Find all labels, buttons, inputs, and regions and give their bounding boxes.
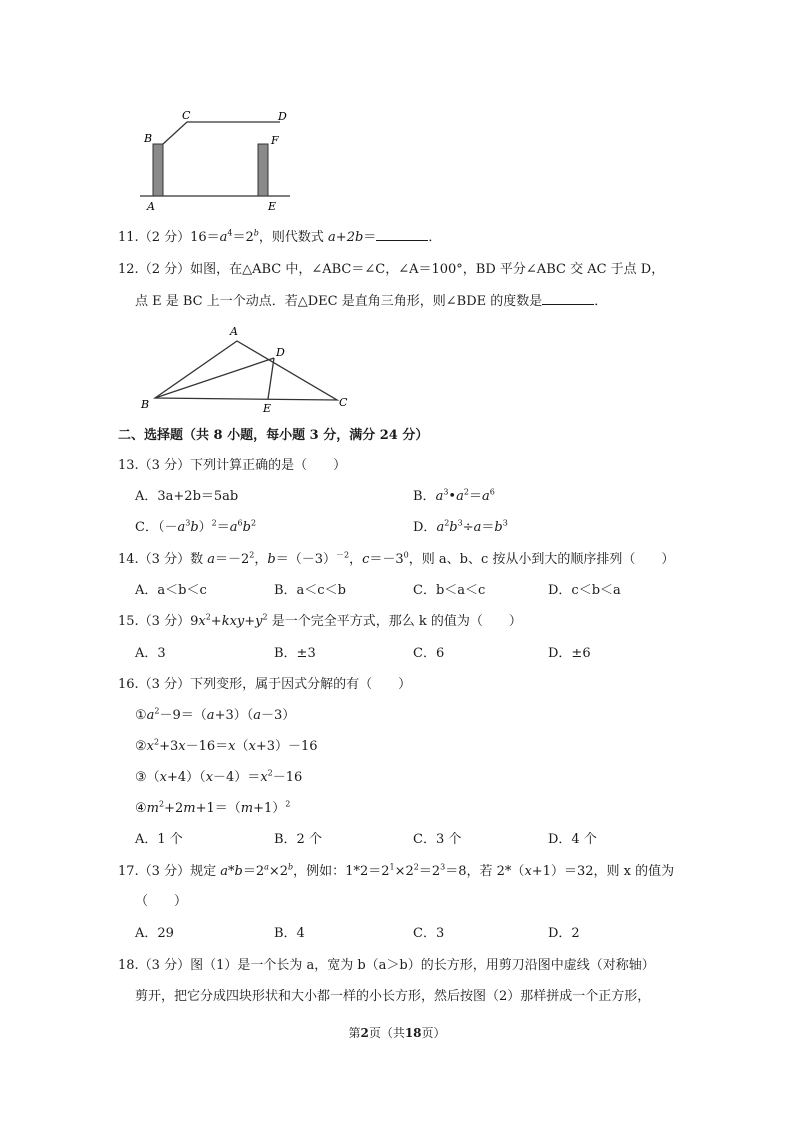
q13-option-b[interactable]: B．$a^3•a^2=a^6$ (413, 487, 495, 504)
question-16: 16.（3 分）下列变形，属于因式分解的有（ ） (118, 677, 412, 692)
q13-d-label: D． (413, 520, 437, 535)
fig1-label-b: B (144, 132, 153, 145)
q16-option-c[interactable]: C．3 个 (413, 832, 462, 847)
question-13: 13.（3 分）下列计算正确的是（ ） (118, 458, 347, 473)
question-18-line1: 18.（3 分）图（1）是一个长为 a，宽为 b（a＞b）的长方形，用剪刀沿图中虚线（对称轴） (118, 958, 655, 973)
q17-option-d[interactable]: D．2 (548, 926, 580, 941)
answer-blank[interactable] (542, 292, 594, 305)
q16-item-2: $②x^2+3x-16=x(x+3)-16$ (135, 737, 318, 754)
figure-pillars (130, 100, 300, 215)
q14-option-c[interactable]: C．b＜a＜c (413, 583, 486, 598)
q11-text-after: ，则代数式 (258, 230, 329, 245)
footer-pre: 第 (348, 1026, 361, 1040)
q15-option-b[interactable]: B．±3 (274, 646, 316, 661)
fig2-label-b: B (141, 398, 150, 411)
fig2-label-c: C (339, 396, 348, 409)
q16-marker-4: ④ (135, 801, 147, 816)
q15-stem-pre: 15.（3 分） (118, 614, 191, 629)
q17-stem-mid: ，例如： (293, 864, 346, 879)
q11-expr: a+2b (328, 230, 364, 245)
fig2-label-d: D (276, 346, 285, 359)
q11-eq2: ＝ (363, 230, 377, 245)
q17-option-c[interactable]: C．3 (413, 926, 445, 941)
question-11: 11.（2 分）$16=a^4=2^b$，则代数式 a+2b＝ ． (118, 228, 442, 245)
fig1-label-c: C (182, 109, 191, 122)
q13-c-label: C． (135, 520, 158, 535)
footer-post: 页） (421, 1026, 446, 1040)
section-heading: 二、选择题（共 8 小题，每小题 3 分，满分 24 分） (118, 428, 429, 443)
q11-score: （2 分） (138, 230, 191, 245)
question-12-line2: 点 E 是 BC 上一个动点．若△DEC 是直角三角形，则∠BDE 的度数是 ． (135, 294, 608, 309)
q16-marker-2: ② (135, 739, 147, 754)
question-18-line2: 剪开，把它分成四块形状和大小都一样的小长方形，然后按图（2）那样拼成一个正方形， (135, 989, 651, 1004)
page-footer (0, 1024, 794, 1041)
q11-var-a: a (219, 230, 228, 245)
q16-item-4: $④m^2+2m+1=(m+1)^2$ (135, 799, 291, 816)
fig1-label-d: D (278, 110, 287, 123)
footer-page-number: 2 (360, 1026, 369, 1040)
q11-text: 16＝ (190, 230, 220, 245)
q17-stem-post: ，则 x 的值为 (593, 864, 675, 879)
q11-number: 11. (118, 230, 139, 245)
question-14: 14.（3 分）数 $a=-2^2$，$b=(-3)^{-2}$，$c=-3^0$，则 a、b、c 按从小到大的顺序排列（ ） (118, 550, 675, 567)
footer-total-pages: 18 (404, 1026, 422, 1040)
q16-item-1: $①a^2-9=(a+3)(a-3)$ (135, 706, 296, 723)
q11-exp: 4 (227, 228, 233, 238)
question-15: 15.（3 分）$9x^2+kxy+y^2$ 是一个完全平方式，那么 k 的值为（ ） (118, 612, 522, 629)
question-12-line1 (118, 260, 664, 280)
q14-option-a[interactable]: A．a＜b＜c (135, 583, 207, 598)
q17-option-b[interactable]: B．4 (274, 926, 305, 941)
q17-stem-pre: 17.（3 分）规定 (118, 864, 221, 879)
q16-option-d[interactable]: D．4 个 (548, 832, 597, 847)
q12-text-1: 如图，在△ABC 中，∠ABC＝∠C，∠A＝100°，BD 平分∠ABC 交 AC 于点 D， (190, 262, 665, 277)
q13-option-c[interactable]: C．$(-a^3b)^2=a^6b^2$ (135, 518, 257, 535)
fig1-label-f: F (271, 134, 279, 147)
q12-text-2: 点 E 是 BC 上一个动点．若△DEC 是直角三角形，则∠BDE 的度数是 (135, 294, 543, 309)
answer-blank[interactable] (376, 228, 428, 241)
q15-option-a[interactable]: A．3 (135, 646, 166, 661)
q16-marker-3: ③ (135, 770, 147, 785)
q17-paren: （ ） (135, 894, 188, 909)
question-17: 17.（3 分）规定 $a*b=2^a\times 2^b$，例如：$1*2=2^1\times 2^2=2^3=8$，若 2*（x+1）＝32，则 x 的值为 (118, 862, 675, 879)
q16-option-b[interactable]: B．2 个 (274, 832, 322, 847)
q15-option-c[interactable]: C．6 (413, 646, 445, 661)
q14-stem-post: ，则 a、b、c 按从小到大的顺序排列（ ） (408, 552, 675, 567)
q13-b-label: B． (413, 489, 436, 504)
q17-option-a[interactable]: A．29 (135, 926, 174, 941)
fig1-label-e: E (268, 200, 277, 213)
q14-option-b[interactable]: B．a＜c＜b (274, 583, 346, 598)
q16-marker-1: ① (135, 708, 147, 723)
q13-option-a[interactable]: A．3a+2b＝5ab (135, 489, 239, 504)
fig2-label-e: E (263, 402, 272, 414)
q14-option-d[interactable]: D．c＜b＜a (548, 583, 621, 598)
q12-number: 12. (118, 262, 139, 277)
q11-exp-b: b (253, 228, 259, 238)
footer-mid: 页（共 (368, 1026, 405, 1040)
q15-option-d[interactable]: D．±6 (548, 646, 591, 661)
fig2-label-a: A (230, 325, 238, 338)
figure-triangle (135, 322, 355, 414)
q12-score: （2 分） (138, 262, 191, 277)
fig1-label-a: A (147, 200, 155, 213)
q16-item-3: $③(x+4)(x-4)=x^2-16$ (135, 768, 303, 785)
q16-option-a[interactable]: A．1 个 (135, 832, 183, 847)
q14-stem-pre: 14.（3 分）数 (118, 552, 208, 567)
q11-eq: ＝2 (232, 230, 254, 245)
q13-option-d[interactable]: D．$a^2b^3\div a=b^3$ (413, 518, 508, 535)
q15-stem-post: 是一个完全平方式，那么 k 的值为（ ） (271, 614, 522, 629)
